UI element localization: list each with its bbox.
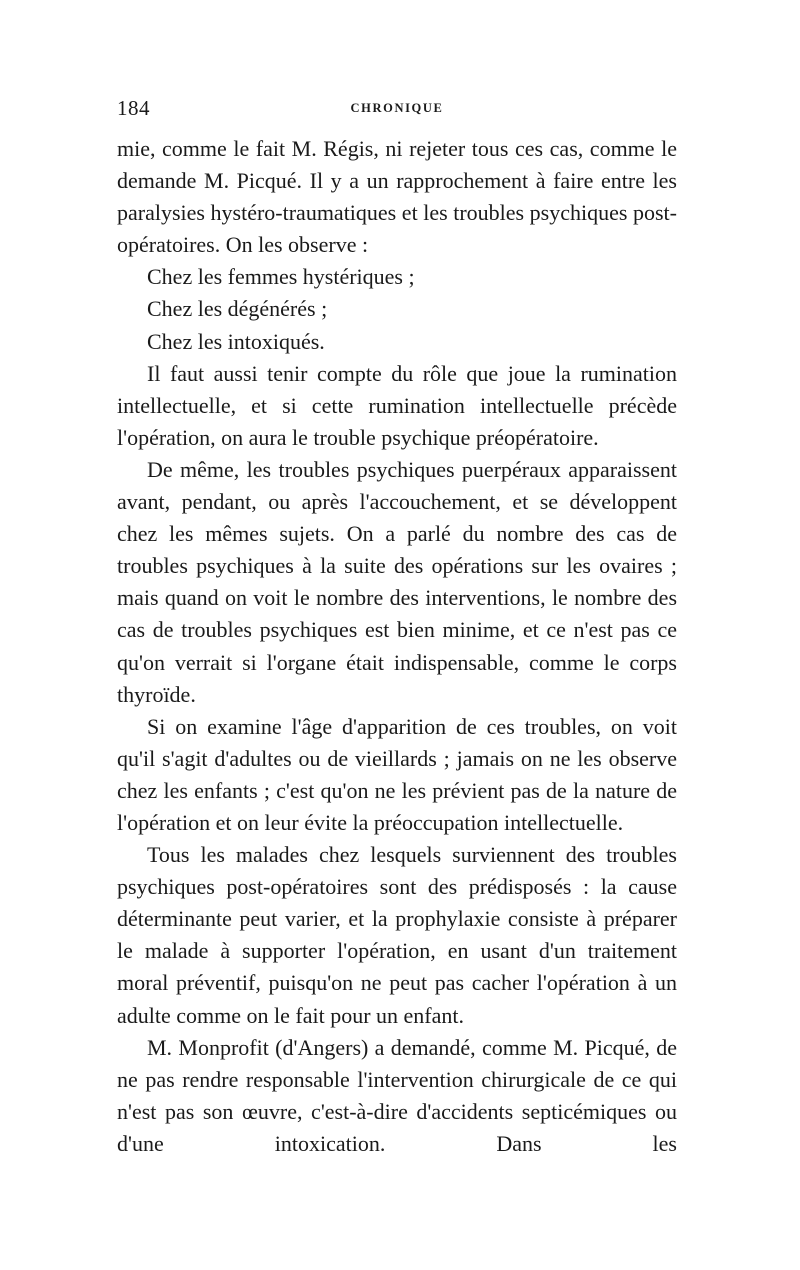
- list-item: Chez les intoxiqués.: [147, 328, 325, 354]
- paragraph: M. Monprofit (d'Angers) a demandé, comme M. Picqué, de ne pas rendre responsable l'intervention chirurgicale de ce qui n'est pas son œuvre, c'est-à-dire d'accidents septicémiques ou d'une intoxication. Dans les: [117, 1034, 677, 1156]
- running-title: CHRONIQUE: [350, 101, 444, 115]
- paragraph: Il faut aussi tenir compte du rôle que joue la rumination intellectuelle, et si cette rumination intellectuelle précède l'opération, on aura le trouble psychique préopératoire.: [117, 360, 677, 450]
- running-head: [117, 96, 677, 122]
- paragraph: mie, comme le fait M. Régis, ni rejeter tous ces cas, comme le demande M. Picqué. Il y a un rapprochement à faire entre les paralysies hystéro-traumatiques et les troubles psychiques post-opératoires. On les observe :: [117, 136, 677, 258]
- paragraph: Tous les malades chez lesquels surviennent des troubles psychiques post-opératoires sont des prédisposés : la cause déterminante peut varier, et la prophylaxie consiste à préparer le malade à supporter l'opération, en usant d'un traitement moral préventif, puisqu'on ne peut pas cacher l'opération à un adulte comme on le fait pour un enfant.: [117, 842, 677, 1028]
- page-number: 184: [117, 96, 150, 120]
- body-text: [117, 133, 677, 1160]
- paragraph: De même, les troubles psychiques puerpéraux apparaissent avant, pendant, ou après l'accouchement, et se développent chez les mêmes sujets. On a parlé du nombre des cas de troubles psychiques à la suite des opérations sur les ovaires ; mais quand on voit le nombre des interventions, le nombre des cas de troubles psychiques est bien minime, et ce n'est pas ce qu'on verrait si l'organe était indispensable, comme le corps thyroïde.: [117, 456, 677, 707]
- paragraph: Si on examine l'âge d'apparition de ces troubles, on voit qu'il s'agit d'adultes ou de vieillards ; jamais on ne les observe chez les enfants ; c'est qu'on ne les prévient pas de la nature de l'opération et on leur évite la préoccupation intellectuelle.: [117, 713, 677, 835]
- list-item: Chez les dégénérés ;: [147, 296, 328, 322]
- list-item: Chez les femmes hystériques ;: [147, 264, 415, 290]
